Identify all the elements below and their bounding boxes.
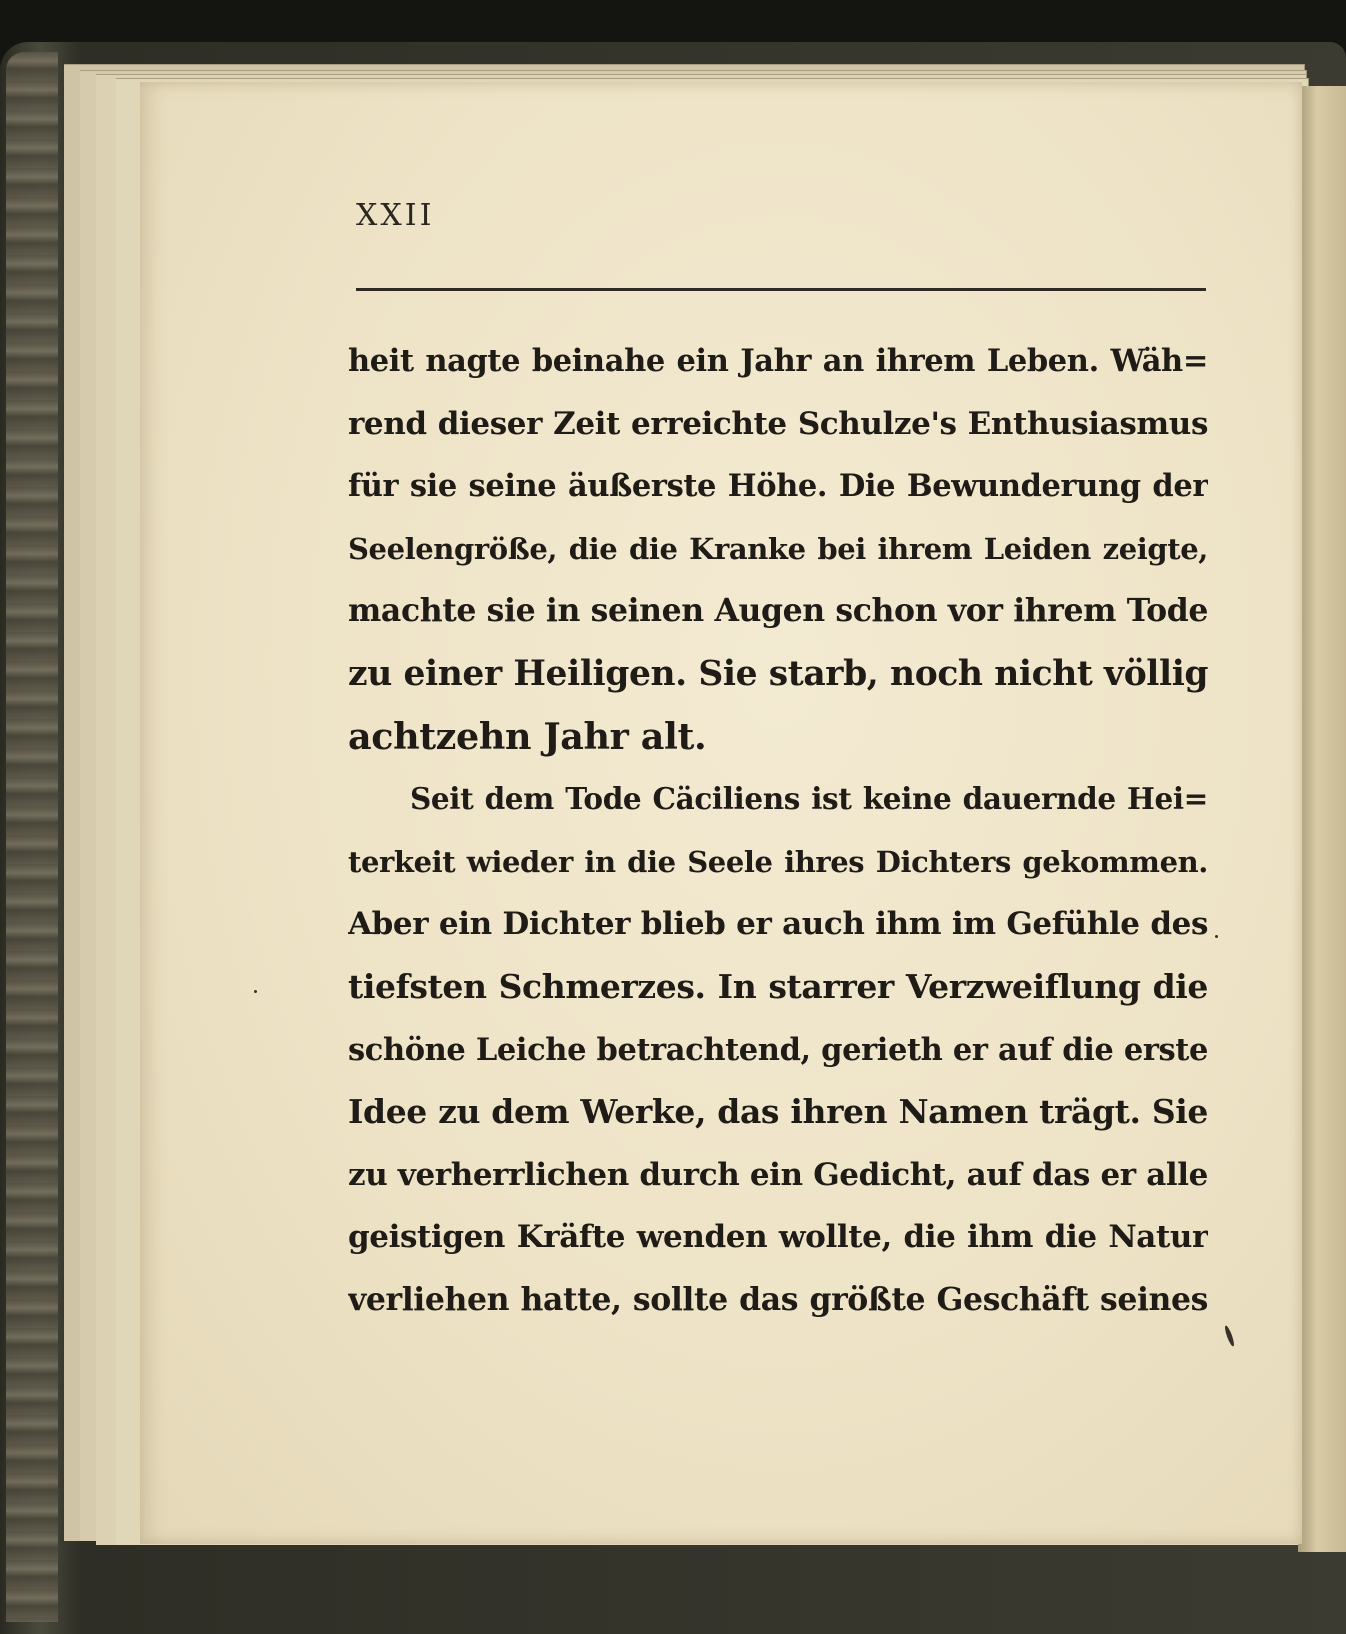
text-line: verliehen hatte, sollte das größte Geschäft seines xyxy=(348,1280,1208,1318)
text-line: Seelengröße, die die Kranke bei ihrem Leiden zeigte, xyxy=(348,531,1208,566)
text-line: tiefsten Schmerzes. In starrer Verzweiflung die xyxy=(348,966,1208,1006)
header-rule xyxy=(356,288,1206,291)
text-line: schöne Leiche betrachtend, gerieth er auf die erste xyxy=(348,1031,1208,1068)
text-line: machte sie in seinen Augen schon vor ihrem Tode xyxy=(348,592,1208,630)
text-line: Seit dem Tode Cäciliens ist keine dauernde Hei= xyxy=(410,781,1208,817)
facing-page-edge xyxy=(1298,86,1346,1552)
text-line: terkeit wieder in die Seele ihres Dichters gekommen. xyxy=(348,844,1208,879)
page-number: XXII xyxy=(356,198,435,233)
text-line: Aber ein Dichter blieb er auch ihm im Gefühle des xyxy=(348,906,1208,943)
text-line: geistigen Kräfte wenden wollte, die ihm die Natur xyxy=(348,1219,1208,1256)
text-line: für sie seine äußerste Höhe. Die Bewunderung der xyxy=(348,468,1208,505)
text-line: zu einer Heiligen. Sie starb, noch nicht völlig xyxy=(348,653,1208,694)
book-spine xyxy=(6,52,58,1622)
paper-speck xyxy=(254,990,257,993)
text-line: achtzehn Jahr alt. xyxy=(348,714,707,758)
paper-speck xyxy=(1215,935,1218,938)
text-line: Idee zu dem Werke, das ihren Namen trägt. Sie xyxy=(348,1092,1208,1132)
body-text xyxy=(348,330,1208,1332)
text-line: heit nagte beinahe ein Jahr an ihrem Leben. Wäh= xyxy=(348,343,1208,379)
text-line: rend dieser Zeit erreichte Schulze's Enthusiasmus xyxy=(348,405,1208,442)
text-line: zu verherrlichen durch ein Gedicht, auf das er alle xyxy=(348,1156,1208,1193)
